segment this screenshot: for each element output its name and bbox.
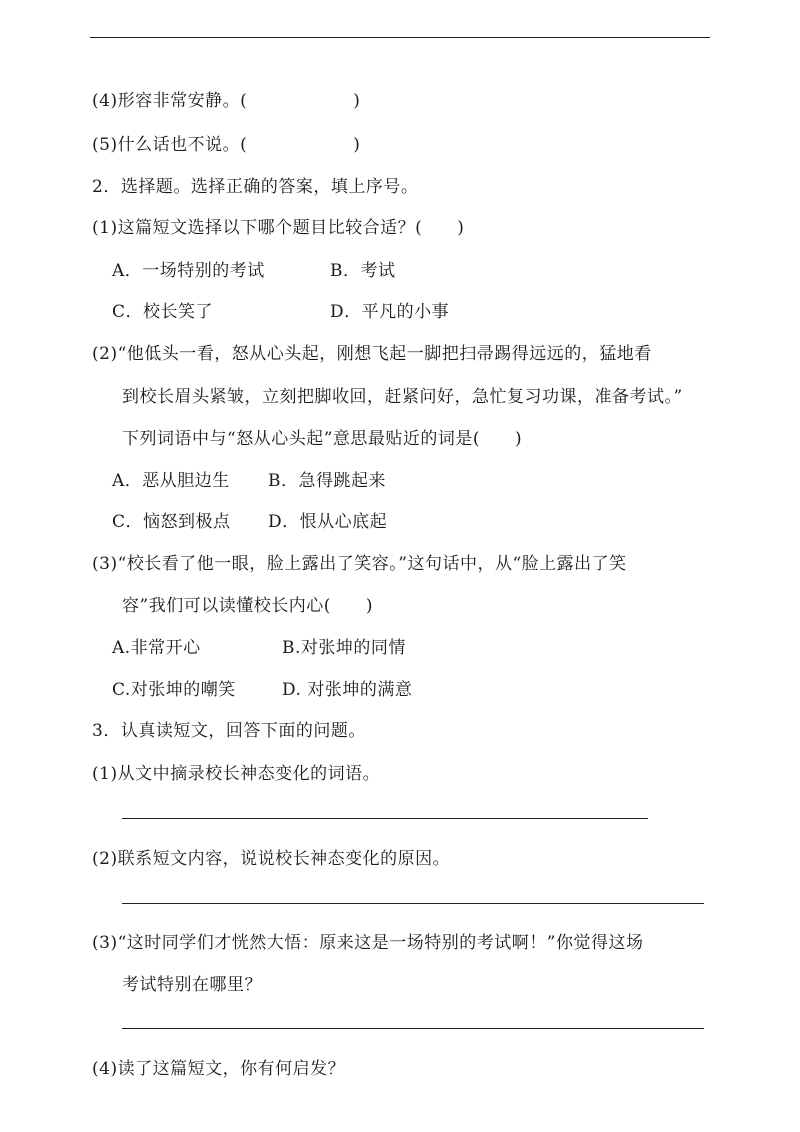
q3-3-stem-line2: 考试特别在哪里？	[122, 975, 262, 995]
q2-3-option-b: B.对张坤的同情	[282, 638, 406, 658]
q2-2-option-b: B．急得跳起来	[268, 471, 386, 491]
q2-1-stem: (1)这篇短文选择以下哪个题目比较合适？( )	[92, 218, 465, 238]
q2-3-stem-line2: 容”我们可以读懂校长内心( )	[122, 596, 373, 616]
q3-1-stem: (1)从文中摘录校长神态变化的词语。	[92, 764, 381, 784]
q2-3-option-c: C.对张坤的嘲笑	[112, 680, 236, 700]
q2-3-option-a: A.非常开心	[112, 638, 201, 658]
q2-2-stem-line1: (2)“他低头一看，怒从心头起，刚想飞起一脚把扫帚踢得远远的，猛地看	[92, 344, 652, 364]
q2-2-option-c: C．恼怒到极点	[112, 512, 231, 532]
q2-2-option-a: A．恶从胆边生	[112, 471, 230, 491]
q2-heading: 2．选择题。选择正确的答案，填上序号。	[92, 177, 419, 197]
q2-2-stem-line2: 到校长眉头紧皱，立刻把脚收回，赶紧问好，急忙复习功课，准备考试。”	[122, 387, 683, 407]
q2-1-option-a: A．一场特别的考试	[112, 261, 265, 281]
q3-3-stem-line1: (3)“这时同学们才恍然大悟：原来这是一场特别的考试啊！”你觉得这场	[92, 933, 644, 953]
q2-1-option-d: D．平凡的小事	[330, 302, 450, 322]
q3-heading: 3．认真读短文，回答下面的问题。	[92, 721, 366, 741]
q1-item-4	[92, 86, 360, 111]
q3-4-stem: (4)读了这篇短文，你有何启发？	[92, 1059, 346, 1079]
header-rule	[90, 37, 710, 38]
q2-2-stem-line3: 下列词语中与“怒从心头起”意思最贴近的词是( )	[122, 429, 523, 449]
item-number: (5)	[92, 135, 118, 155]
q2-3-option-d: D. 对张坤的满意	[282, 680, 413, 700]
answer-paren-close: )	[353, 135, 361, 155]
q3-3-answer-line	[122, 1028, 704, 1029]
q2-1-option-b: B．考试	[330, 261, 396, 281]
q3-2-stem: (2)联系短文内容，说说校长神态变化的原因。	[92, 849, 451, 869]
q2-1-option-c: C．校长笑了	[112, 302, 214, 322]
item-text: 形容非常安静。(	[117, 91, 248, 111]
q2-3-stem-line1: (3)“校长看了他一眼，脸上露出了笑容。”这句话中，从“脸上露出了笑	[92, 554, 627, 574]
item-text: 什么话也不说。(	[117, 135, 248, 155]
answer-paren-close: )	[353, 91, 361, 111]
item-number: (4)	[92, 91, 118, 111]
q2-2-option-d: D．恨从心底起	[268, 512, 388, 532]
q3-2-answer-line	[122, 903, 704, 904]
q3-1-answer-line	[122, 818, 648, 819]
q1-item-5	[92, 130, 360, 155]
